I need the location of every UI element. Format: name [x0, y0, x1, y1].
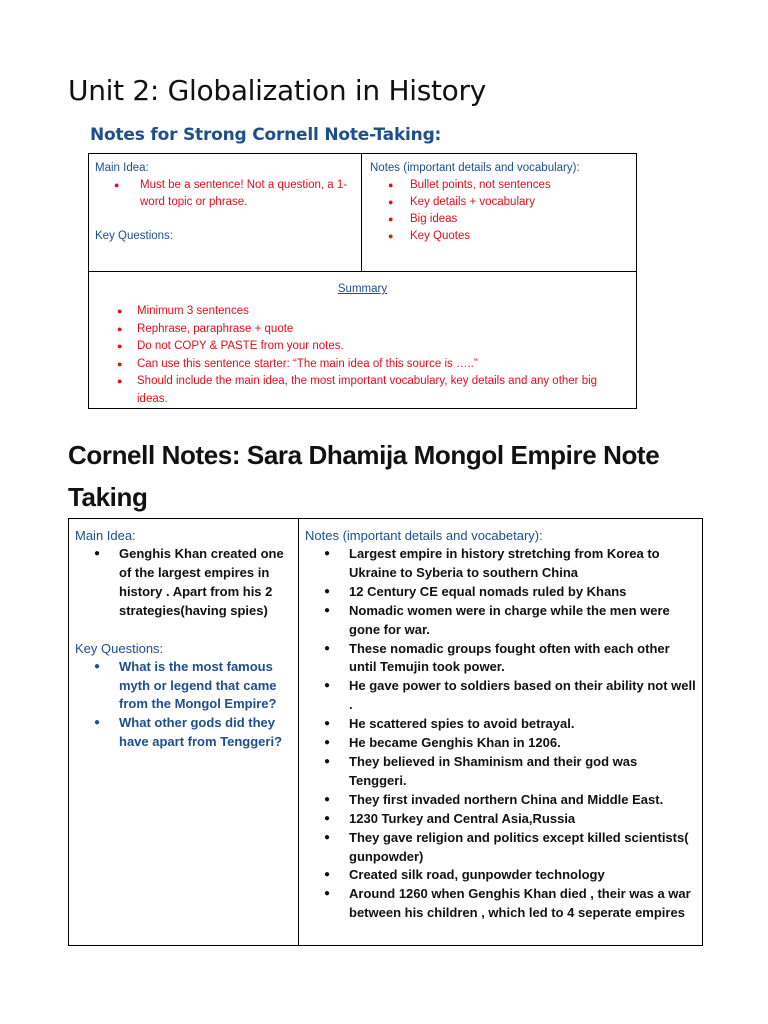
notes-heading: Cornell Notes: Sara Dhamija Mongol Empire Note Taking	[68, 440, 660, 512]
guide-main-idea-item: ● Must be a sentence! Not a question, a 1-word topic or phrase.	[95, 177, 355, 211]
cornell-notes-table	[68, 518, 703, 946]
guide-notes-label: Notes (important details and vocabulary):	[370, 162, 580, 174]
guide-summary-item: ● Rephrase, paraphrase + quote	[117, 321, 630, 339]
notes-item: ● Nomadic women were in charge while the men were gone for war.	[305, 602, 696, 640]
notes-item: ● They gave religion and politics except killed scientists( gunpowder)	[305, 829, 696, 867]
guide-summary-cell	[89, 272, 636, 408]
notes-item: ● They first invaded northern China and Middle East.	[305, 791, 696, 810]
notes-main-idea-item: ● Genghis Khan created one of the largest empires in history . Apart from his 2 strategies(having spies)	[75, 545, 292, 621]
guide-summary-item: ● Minimum 3 sentences	[117, 303, 630, 321]
guide-table	[88, 153, 637, 409]
notes-item: ● 1230 Turkey and Central Asia,Russia	[305, 810, 696, 829]
guide-main-idea-label: Main Idea:	[95, 162, 149, 174]
notes-key-questions-list	[75, 658, 292, 753]
page-title: Unit 2: Globalization in History	[68, 74, 486, 107]
notes-item: ● He scattered spies to avoid betrayal.	[305, 715, 696, 734]
notes-key-questions-label: Key Questions:	[75, 640, 164, 656]
guide-notes-item: ● Key details + vocabulary	[370, 194, 630, 211]
guide-notes-item: ● Bullet points, not sentences	[370, 177, 630, 194]
guide-notes-item: ● Big ideas	[370, 211, 630, 228]
notes-item: ● Around 1260 when Genghis Khan died , their was a war between his children , which led to 4 seperate empires	[305, 885, 696, 923]
notes-notes-label: Notes (important details and vocabetary):	[305, 528, 543, 543]
guide-summary-list	[117, 303, 630, 409]
guide-notes-item: ● Key Quotes	[370, 228, 630, 245]
guide-main-idea-list	[95, 177, 355, 211]
notes-item: ● They believed in Shaminism and their god was Tenggeri.	[305, 753, 696, 791]
guide-summary-item: ● Do not COPY & PASTE from your notes.	[117, 338, 630, 356]
notes-left-column	[69, 519, 299, 945]
guide-notes-cell	[362, 154, 636, 272]
notes-key-question-item: ● What is the most famous myth or legend that came from the Mongol Empire?	[75, 658, 292, 715]
guide-summary-item: ● Should include the main idea, the most important vocabulary, key details and any other big ideas.	[117, 373, 630, 408]
notes-item: ● He gave power to soldiers based on their ability not well .	[305, 677, 696, 715]
notes-item: ● These nomadic groups fought often with each other until Temujin took power.	[305, 640, 696, 678]
guide-main-idea-cell	[89, 154, 362, 272]
notes-item: ● Created silk road, gunpowder technology	[305, 866, 696, 885]
notes-item: ● 12 Century CE equal nomads ruled by Khans	[305, 583, 696, 602]
guide-heading: Notes for Strong Cornell Note-Taking:	[90, 125, 442, 145]
guide-notes-list	[370, 177, 630, 245]
notes-main-idea-list	[75, 545, 292, 621]
guide-key-questions-label: Key Questions:	[95, 230, 173, 242]
guide-summary-label: Summary	[337, 283, 388, 295]
notes-item: ● He became Genghis Khan in 1206.	[305, 734, 696, 753]
notes-main-idea-label: Main Idea:	[75, 528, 136, 543]
notes-notes-list	[305, 545, 696, 923]
notes-key-question-item: ● What other gods did they have apart from Tenggeri?	[75, 714, 292, 752]
guide-summary-item: ● Can use this sentence starter: “The main idea of this source is …..”	[117, 356, 630, 374]
notes-item: ● Largest empire in history stretching from Korea to Ukraine to Syberia to southern China	[305, 545, 696, 583]
notes-right-column	[299, 519, 702, 945]
